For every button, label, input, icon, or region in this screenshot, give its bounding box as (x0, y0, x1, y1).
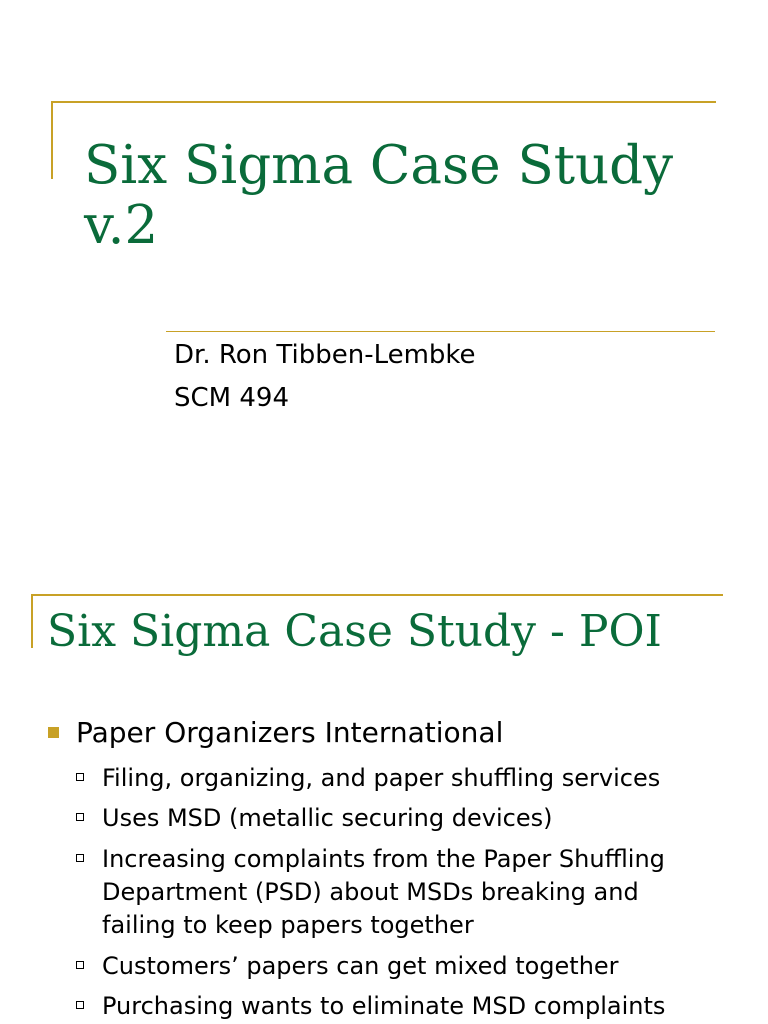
title-left-rule (51, 101, 53, 179)
sub-bullet-text: Purchasing wants to eliminate MSD complaints (102, 992, 666, 1020)
slide-title-line-2: v.2 (84, 195, 159, 256)
subtitle-author: Dr. Ron Tibben-Lembke (174, 340, 476, 370)
subtitle-rule (166, 331, 715, 332)
hollow-square-bullet-icon (76, 961, 84, 969)
subtitle-course: SCM 494 (174, 383, 289, 413)
content-title: Six Sigma Case Study - POI (47, 606, 662, 657)
content-left-rule (31, 594, 33, 648)
slide-title-line-1: Six Sigma Case Study (84, 135, 674, 196)
content-top-rule (31, 594, 723, 596)
hollow-square-bullet-icon (76, 1001, 84, 1009)
sub-bullet-text: Filing, organizing, and paper shuffling services (102, 764, 661, 792)
sub-bullet-text: Customers’ papers can get mixed together (102, 952, 619, 980)
bullet-text: Paper Organizers International (76, 716, 504, 749)
square-bullet-icon (48, 727, 59, 738)
hollow-square-bullet-icon (76, 854, 84, 862)
hollow-square-bullet-icon (76, 813, 84, 821)
hollow-square-bullet-icon (76, 773, 84, 781)
title-top-rule (51, 101, 716, 103)
sub-bullet-text: Increasing complaints from the Paper Shuffling Department (PSD) about MSDs breaking and failing to keep papers together (102, 845, 665, 939)
content-slide (0, 576, 768, 1024)
sub-bullet-text: Uses MSD (metallic securing devices) (102, 804, 553, 832)
slide-title (84, 136, 673, 256)
